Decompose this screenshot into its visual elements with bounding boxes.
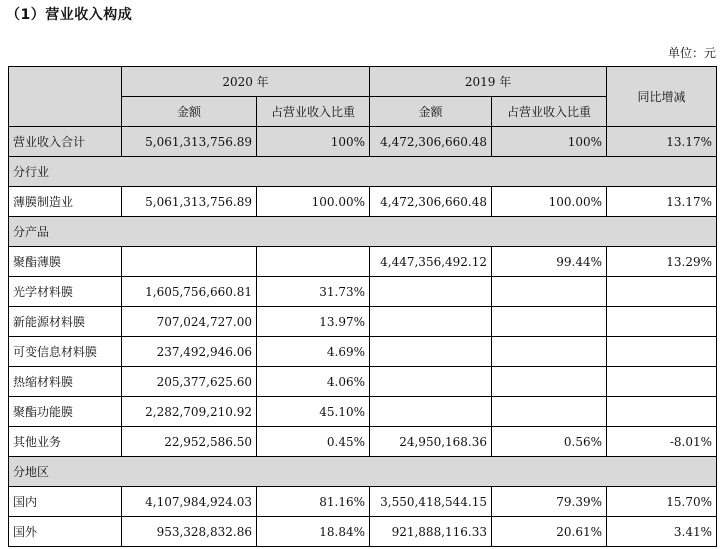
row-label-cell: 国外 bbox=[9, 517, 122, 547]
table-row bbox=[9, 277, 717, 307]
amount-2020-cell: 707,024,727.00 bbox=[122, 307, 257, 337]
amount-2020-cell: 5,061,313,756.89 bbox=[122, 127, 257, 157]
ratio-2019-cell: 99.44% bbox=[492, 247, 607, 277]
year-2020-header: 2020 年 bbox=[122, 67, 370, 97]
yoy-change-cell: 13.17% bbox=[607, 187, 717, 217]
table-header bbox=[9, 67, 717, 127]
amount-2020-cell: 953,328,832.86 bbox=[122, 517, 257, 547]
ratio-2020-cell: 0.45% bbox=[257, 427, 370, 457]
ratio-2020-cell: 4.06% bbox=[257, 367, 370, 397]
amount-2019-cell: 921,888,116.33 bbox=[370, 517, 492, 547]
section-label: 分地区 bbox=[9, 457, 717, 487]
yoy-change-cell bbox=[607, 337, 717, 367]
ratio-2019-cell bbox=[492, 397, 607, 427]
amount-2020-cell: 5,061,313,756.89 bbox=[122, 187, 257, 217]
unit-label: 单位：元 bbox=[667, 46, 716, 60]
row-label-cell: 可变信息材料膜 bbox=[9, 337, 122, 367]
ratio-2019-cell: 100% bbox=[492, 127, 607, 157]
amount-2019-cell: 3,550,418,544.15 bbox=[370, 487, 492, 517]
row-label-cell: 营业收入合计 bbox=[9, 127, 122, 157]
section-row bbox=[9, 457, 717, 487]
yoy-change-header: 同比增减 bbox=[607, 67, 717, 127]
amount-2020-header: 金额 bbox=[122, 97, 257, 127]
ratio-2019-cell: 100.00% bbox=[492, 187, 607, 217]
amount-2019-cell bbox=[370, 277, 492, 307]
ratio-2019-cell bbox=[492, 277, 607, 307]
year-2019-header: 2019 年 bbox=[370, 67, 607, 97]
amount-2019-cell: 24,950,168.36 bbox=[370, 427, 492, 457]
table-row bbox=[9, 487, 717, 517]
section-heading: （1）营业收入构成 bbox=[6, 7, 133, 23]
yoy-change-cell bbox=[607, 367, 717, 397]
table-row bbox=[9, 367, 717, 397]
ratio-2019-cell bbox=[492, 307, 607, 337]
row-label-cell: 光学材料膜 bbox=[9, 277, 122, 307]
amount-2020-cell: 205,377,625.60 bbox=[122, 367, 257, 397]
ratio-2020-cell bbox=[257, 247, 370, 277]
amount-2020-cell: 1,605,756,660.81 bbox=[122, 277, 257, 307]
section-label: 分行业 bbox=[9, 157, 717, 187]
amount-2020-cell bbox=[122, 247, 257, 277]
section-label: 分产品 bbox=[9, 217, 717, 247]
amount-2019-cell bbox=[370, 397, 492, 427]
ratio-2020-cell: 81.16% bbox=[257, 487, 370, 517]
yoy-change-cell: 13.29% bbox=[607, 247, 717, 277]
ratio-2020-cell: 31.73% bbox=[257, 277, 370, 307]
amount-2019-cell: 4,472,306,660.48 bbox=[370, 127, 492, 157]
ratio-2020-header: 占营业收入比重 bbox=[257, 97, 370, 127]
table-row bbox=[9, 247, 717, 277]
yoy-change-cell: -8.01% bbox=[607, 427, 717, 457]
table-row bbox=[9, 187, 717, 217]
ratio-2019-header: 占营业收入比重 bbox=[492, 97, 607, 127]
ratio-2020-cell: 4.69% bbox=[257, 337, 370, 367]
ratio-2020-cell: 45.10% bbox=[257, 397, 370, 427]
yoy-change-cell: 15.70% bbox=[607, 487, 717, 517]
amount-2020-cell: 4,107,984,924.03 bbox=[122, 487, 257, 517]
amount-2020-cell: 237,492,946.06 bbox=[122, 337, 257, 367]
ratio-2019-cell bbox=[492, 337, 607, 367]
amount-2019-cell bbox=[370, 367, 492, 397]
ratio-2020-cell: 18.84% bbox=[257, 517, 370, 547]
ratio-2020-cell: 100% bbox=[257, 127, 370, 157]
row-label-cell: 其他业务 bbox=[9, 427, 122, 457]
row-label-cell: 薄膜制造业 bbox=[9, 187, 122, 217]
table-row bbox=[9, 307, 717, 337]
table-row bbox=[9, 517, 717, 547]
yoy-change-cell bbox=[607, 307, 717, 337]
amount-2020-cell: 22,952,586.50 bbox=[122, 427, 257, 457]
amount-2019-cell: 4,472,306,660.48 bbox=[370, 187, 492, 217]
amount-2019-cell: 4,447,356,492.12 bbox=[370, 247, 492, 277]
amount-2019-cell bbox=[370, 337, 492, 367]
table-row bbox=[9, 337, 717, 367]
ratio-2020-cell: 100.00% bbox=[257, 187, 370, 217]
section-row bbox=[9, 217, 717, 247]
table-body bbox=[9, 127, 717, 547]
yoy-change-cell bbox=[607, 277, 717, 307]
ratio-2019-cell: 0.56% bbox=[492, 427, 607, 457]
row-label-cell: 聚酯薄膜 bbox=[9, 247, 122, 277]
header-row-years bbox=[9, 67, 717, 97]
yoy-change-cell bbox=[607, 397, 717, 427]
row-label-cell: 聚酯功能膜 bbox=[9, 397, 122, 427]
section-row bbox=[9, 157, 717, 187]
amount-2020-cell: 2,282,709,210.92 bbox=[122, 397, 257, 427]
ratio-2019-cell: 79.39% bbox=[492, 487, 607, 517]
row-label-cell: 国内 bbox=[9, 487, 122, 517]
ratio-2019-cell: 20.61% bbox=[492, 517, 607, 547]
row-label-cell: 新能源材料膜 bbox=[9, 307, 122, 337]
corner-header-cell bbox=[9, 67, 122, 127]
table-row bbox=[9, 397, 717, 427]
row-label-cell: 热缩材料膜 bbox=[9, 367, 122, 397]
table-row bbox=[9, 127, 717, 157]
ratio-2019-cell bbox=[492, 367, 607, 397]
yoy-change-cell: 3.41% bbox=[607, 517, 717, 547]
revenue-composition-table bbox=[8, 66, 717, 547]
amount-2019-cell bbox=[370, 307, 492, 337]
ratio-2020-cell: 13.97% bbox=[257, 307, 370, 337]
yoy-change-cell: 13.17% bbox=[607, 127, 717, 157]
amount-2019-header: 金额 bbox=[370, 97, 492, 127]
table-row bbox=[9, 427, 717, 457]
